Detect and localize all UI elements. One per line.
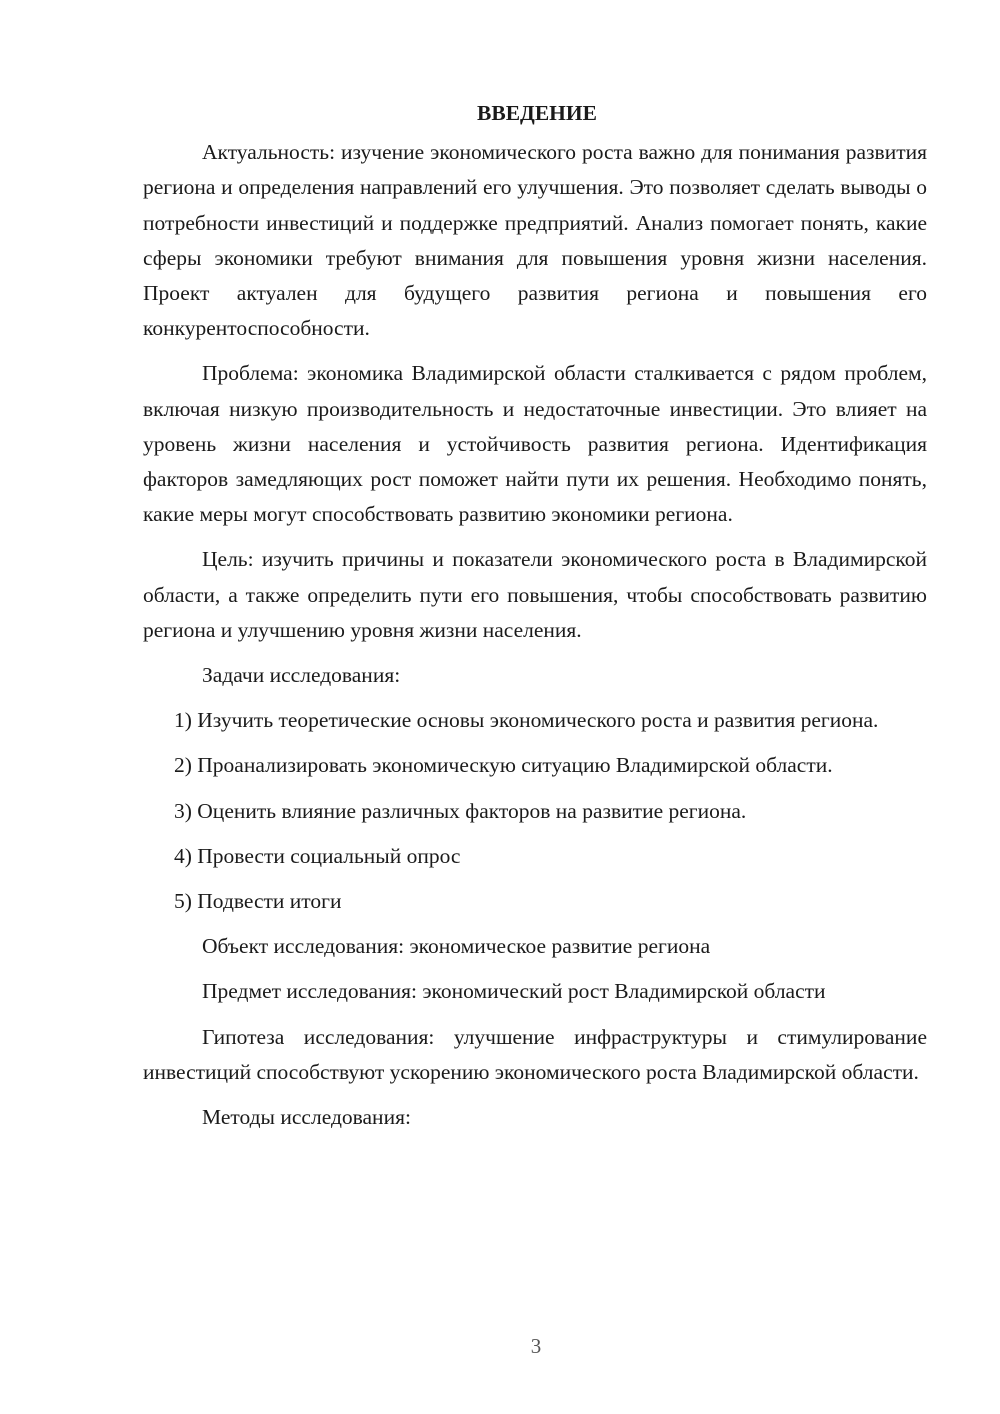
task-item-4: 4) Провести социальный опрос [174,843,461,868]
hypothesis-paragraph: Гипотеза исследования: улучшение инфраструктуры и стимулирование инвестиций способствуют ускорению экономического роста Владимирской области. [143,1024,927,1084]
document-page [143,96,927,1135]
task-item-1: 1) Изучить теоретические основы экономического роста и развития региона. [174,708,879,733]
object-paragraph: Объект исследования: экономическое развитие региона [202,934,711,959]
goal-paragraph: Цель: изучить причины и показатели экономического роста в Владимирской области, а также определить пути его повышения, чтобы способствовать развитию региона и улучшению уровня жизни населения. [143,547,927,642]
task-item-5: 5) Подвести итоги [174,889,342,914]
relevance-paragraph: Актуальность: изучение экономического роста важно для понимания развития региона и определения направлений его улучшения. Это позволяет сделать выводы о потребности инвестиций и поддержке предприятий. Анализ помогает понять, какие сферы экономики требуют внимания для повышения уровня жизни населения. Проект актуален для будущего развития региона и повышения его конкурентоспособности. [143,140,927,341]
section-title: ВВЕДЕНИЕ [477,101,597,125]
methods-heading: Методы исследования: [202,1105,411,1130]
problem-paragraph: Проблема: экономика Владимирской области сталкивается с рядом проблем, включая низкую производительность и недостаточные инвестиции. Это влияет на уровень жизни населения и устойчивость развития региона. Идентификация факторов замедляющих рост поможет найти пути их решения. Необходимо понять, какие меры могут способствовать развитию экономики региона. [143,361,927,527]
subject-paragraph: Предмет исследования: экономический рост Владимирской области [202,979,826,1004]
task-item-2: 2) Проанализировать экономическую ситуацию Владимирской области. [174,753,833,778]
tasks-heading: Задачи исследования: [202,663,401,688]
page-number: 3 [530,1334,542,1358]
task-item-3: 3) Оценить влияние различных факторов на развитие региона. [174,798,747,823]
